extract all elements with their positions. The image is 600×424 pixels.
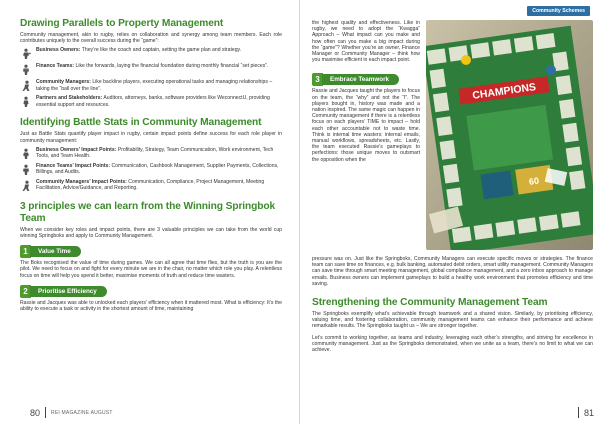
section-paragraph: Let’s commit to working together, as teams and industry, leveraging each other’s strengths, and striving for excellence in community management. Just as the Springboks demonstrated, when we unite as a team, there’s no limit to what we can achieve. — [312, 334, 593, 354]
list-item — [20, 47, 282, 60]
item-label: Partners and Stakeholders: — [36, 95, 103, 102]
item-label: Business Owners’ Impact Points: — [36, 146, 117, 153]
rugby-player-icon — [20, 80, 32, 92]
item-text: Auditors, attorneys, banks, software providers like WeconnectU, providing essential support and resources. — [36, 95, 270, 108]
item-text: Communication, Cashbook Management, Supplier Payments, Collections, Billings, and Audits. — [36, 162, 279, 176]
principle-3-heading — [312, 73, 420, 86]
principle-number: 1 — [20, 245, 31, 258]
footer-divider — [578, 407, 579, 418]
right-wide-column — [312, 256, 593, 353]
list-item — [20, 147, 282, 160]
champions-banner-text: CHAMPIONS — [471, 81, 537, 102]
item-text: Profitability, Strategy, Team Communication, Work environment, Tech Tools, and Team Health. — [36, 146, 274, 160]
magazine-name: REI MAGAZINE AUGUST — [51, 409, 113, 416]
list-item — [20, 179, 282, 192]
list-item — [20, 63, 282, 76]
section-intro: When we consider key roles and impact points, there are 3 valuable principles we can take from the world cup winning Springboks and apply to Community Management. — [20, 226, 282, 240]
rugby-player-icon — [20, 48, 32, 60]
item-label: Finance Teams: — [36, 63, 75, 70]
board-tile-number: 60 — [528, 175, 540, 187]
rugby-player-icon — [20, 64, 32, 76]
principle-label: Embrace Teamwork — [322, 74, 399, 85]
rugby-player-icon — [20, 164, 32, 176]
principle-label: Value Time — [30, 246, 81, 257]
principle-number: 3 — [312, 73, 323, 86]
list-item — [20, 79, 282, 92]
principle-label: Prioritise Efficiency — [30, 286, 107, 297]
item-text: Like backline players, executing operational tasks and managing relationships – taking the “ball over the line”. — [36, 79, 273, 92]
section-title-strengthening: Strengthening the Community Management Team — [312, 297, 548, 309]
principle-1-text: The Boks recognised the value of time during games. We can all agree that time flies, but the truth is you are the pilot. We need to focus on and fight for every minute we are in the chair, no matter which role you play. A relentless focus on time will help you spend it better, maximise moments of truth and reduce time wasters. — [20, 260, 282, 279]
item-text: Communication, Compliance, Project Management, Meeting Facilitation, Advice/Guidance, and Reporting. — [36, 178, 265, 192]
section-title-three-principles: 3 principles we can learn from the Winning Springbok Team — [20, 200, 276, 224]
section-intro: Community management, akin to rugby, relies on collaboration and synergy among team members. Each role contributes uniquely to the overall success during the “game”: — [20, 32, 282, 45]
principle-2-text: Rassie and Jacques was able to unlocked each players’ efficiency when it mattered most. What is efficiency: It’s the ability to execute a task or activity in the shortest amount of time, maintaining — [20, 299, 282, 313]
continued-text: the highest quality and effectiveness. Like in rugby, we need to adopt the “Kwagga” Approach – What impact can you make and how often can you make a big impact during the “game”? Whether you’re an owner, Finance Manager or Community Manager – think how you maximise efficient in each impact point. — [312, 20, 420, 64]
item-label: Community Managers: — [36, 79, 91, 86]
section-tag: Community Schemes — [527, 6, 590, 16]
section-title-drawing-parallels: Drawing Parallels to Property Management — [20, 18, 224, 29]
right-page — [300, 0, 600, 424]
right-footer — [573, 407, 594, 418]
section-intro: Just as Battle Stats quantify player impact in rugby, certain impact points define success for each role player in community management: — [20, 131, 282, 144]
page-number: 81 — [583, 407, 594, 418]
principle-number: 2 — [20, 285, 31, 298]
principle-1-heading — [20, 245, 282, 258]
principle-2-heading — [20, 285, 282, 298]
item-text: They’re like the coach and captain, setting the game plan and strategy. — [81, 47, 242, 54]
champions-board-game-photo — [426, 20, 593, 250]
section-paragraph: The Springboks exemplify what’s achievable through teamwork and a shared vision. Similarly, by prioritising efficiency, valuing time, and fostering collaboration, community management teams can enhance their performance and achieve remarkable results. The Springboks taught us – We are stronger together. — [312, 311, 593, 330]
item-label: Business Owners: — [36, 47, 81, 54]
page-number: 80 — [30, 407, 41, 418]
rugby-player-icon — [20, 148, 32, 160]
list-item — [20, 163, 282, 176]
rugby-player-icon — [20, 180, 32, 192]
item-label: Community Managers’ Impact Points: — [36, 178, 127, 185]
left-column — [20, 18, 282, 312]
list-item — [20, 95, 282, 108]
principle-3-text: Rassie and Jacques taught the players to focus on the team, the “why” and not the “I”. The players bought in, history was made and a nation inspired. The same magic can happen in Community management if there is a relentless focus on each players’ TIME to impact – hold each other accountable not to waste time. Think is internal time wasters: internal emails, manual workflows, spreadsheets, etc. Lastly, the team executed Rassie’s gameplays to perfections: those unique moves to outsmart the opposition when the — [312, 88, 420, 163]
footer-divider — [45, 407, 46, 418]
left-footer — [30, 407, 113, 418]
section-title-battle-stats: Identifying Battle Stats in Community Management — [20, 117, 262, 129]
item-text: Like the forwards, laying the financial foundation during monthly financial “set pieces”. — [75, 63, 269, 70]
right-narrow-column — [312, 20, 420, 163]
rugby-player-icon — [20, 96, 32, 108]
continued-text: pressure was on. Just like the Springboks, Community Managers can execute specific moves or strategies. The finance team can save time on finances, e.g. bulk banking, automated debit orders, smart utility management. Community Managers can save time through smart meeting management, global compliance management, and a zero inbox approach to manage emails. Business owners can implement gameplays to build a healthy work environment that promotes efficiency and time saving. — [312, 256, 593, 287]
item-label: Finance Teams’ Impact Points: — [36, 162, 111, 169]
